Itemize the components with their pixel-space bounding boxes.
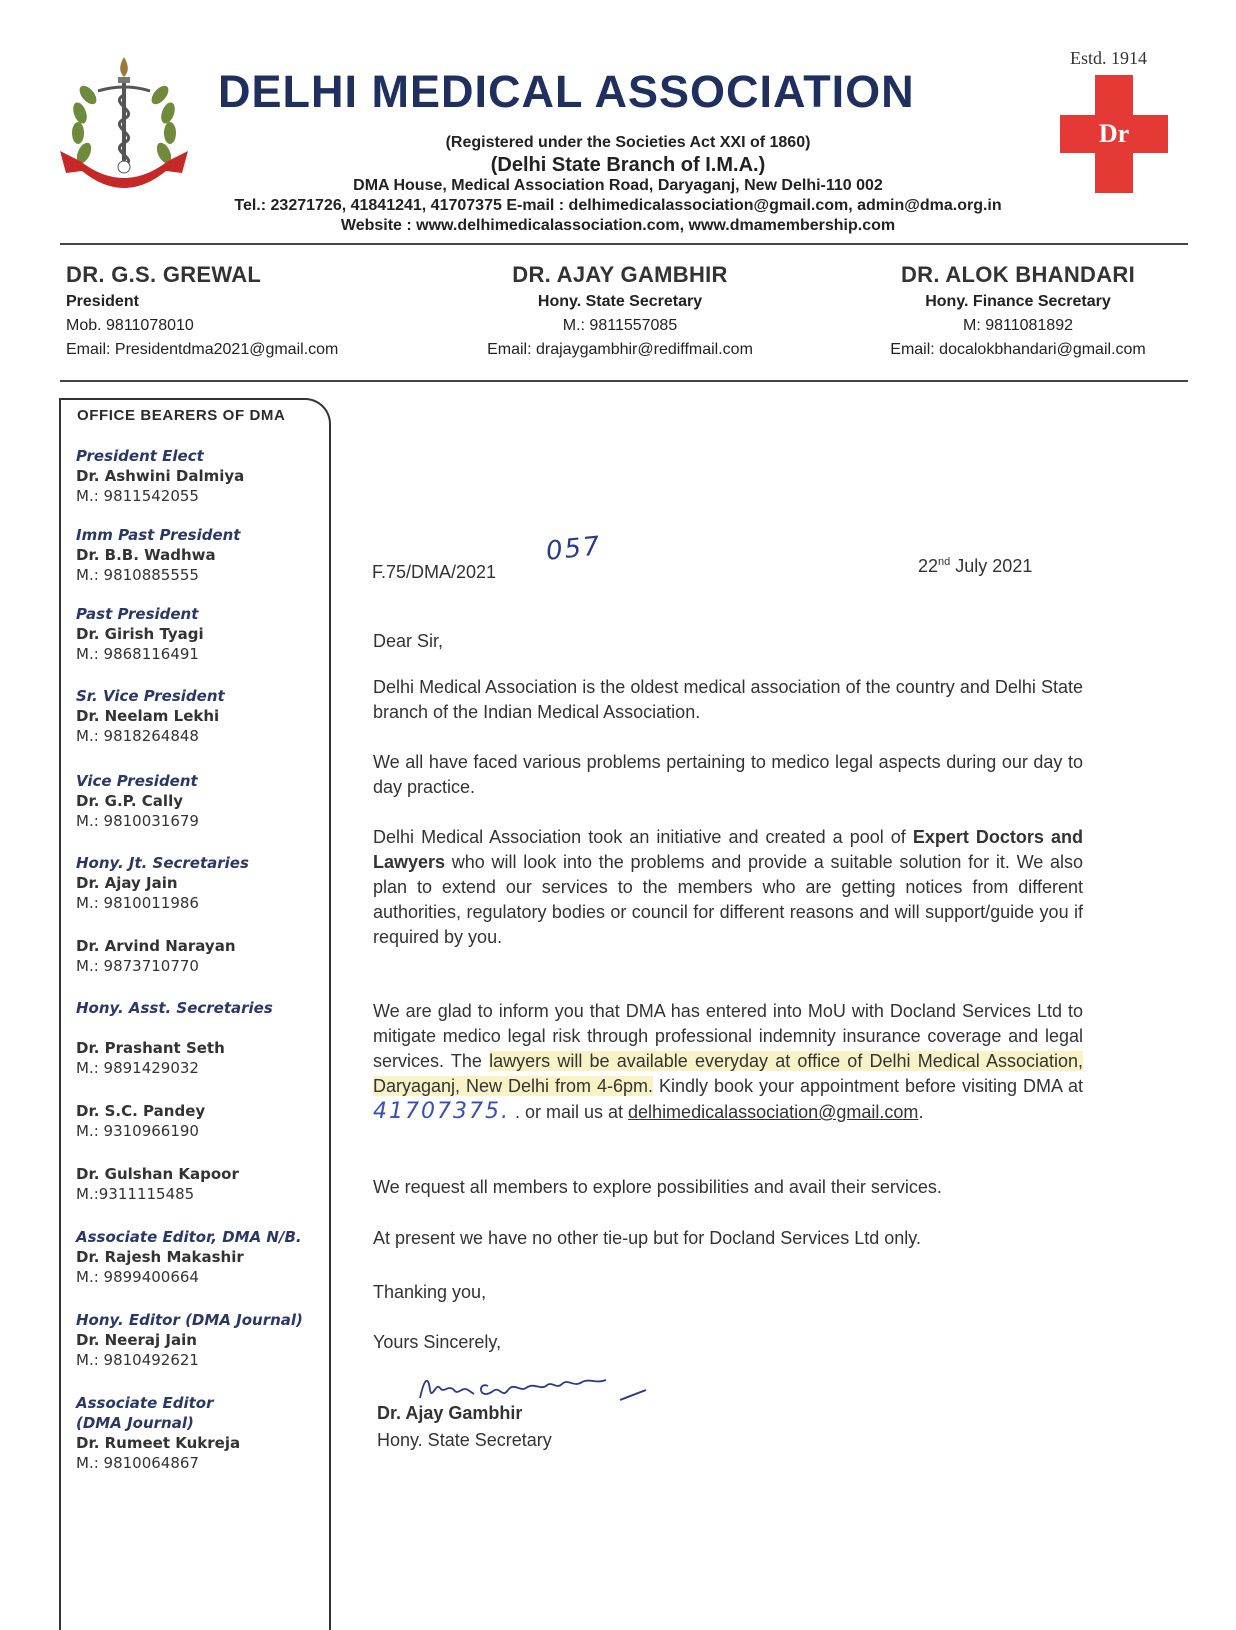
officer-role: President — [66, 293, 139, 310]
p3-text-b: who will look into the problems and provide a suitable solution for it. We also plan to extend our services to the members who are getting notices from different authorities, regulatory bodies or council for different reasons and will support/guide you if required by you. — [373, 852, 1083, 947]
letter-date — [918, 556, 1032, 577]
bearer-mobile: M.: 9811542055 — [76, 487, 199, 505]
p4-text-a: We are glad to inform you that DMA has entered into MoU with Docland Services Ltd to mitigate medico legal risk through professional indemnity insurance coverage and legal services. The — [373, 1001, 1083, 1071]
reference-number: F.75/DMA/2021 — [372, 562, 497, 582]
date-day: 22 — [918, 556, 939, 576]
bearer-entry — [76, 1101, 205, 1141]
office-bearers-title: OFFICE BEARERS OF DMA — [77, 407, 286, 424]
officer-state-secretary — [470, 260, 770, 362]
date-suffix: nd — [938, 556, 951, 568]
bearer-name: Dr. Gulshan Kapoor — [76, 1165, 239, 1183]
bearer-entry — [76, 936, 236, 976]
bearer-mobile: M.: 9818264848 — [76, 727, 199, 745]
contact-line: Tel.: 23271726, 41841241, 41707375 E-mail : delhimedicalassociation@gmail.com, admin@dma.org.in — [234, 197, 1002, 214]
bearer-entry — [76, 446, 244, 506]
bearer-name: Dr. S.C. Pandey — [76, 1102, 206, 1120]
bearer-name: Dr. Prashant Seth — [76, 1039, 225, 1057]
bearer-entry — [76, 853, 249, 913]
officer-email: Email: drajaygambhir@rediffmail.com — [487, 341, 753, 358]
bearer-name: Dr. Neelam Lekhi — [76, 707, 220, 725]
registration-line: (Registered under the Societies Act XXI of 1860) — [445, 134, 811, 151]
bearer-role: Hony. Asst. Secretaries — [76, 999, 273, 1017]
bearer-role: Hony. Editor (DMA Journal) — [76, 1311, 303, 1329]
handwritten-phone: 41707375. — [373, 1099, 510, 1124]
officer-finance-secretary — [868, 260, 1168, 362]
p3-bold: Expert Doctors and Lawyers — [373, 827, 1083, 872]
bearer-mobile: M.: 9891429032 — [76, 1059, 199, 1077]
bearer-role: Hony. Jt. Secretaries — [76, 854, 249, 872]
officer-role: Hony. State Secretary — [537, 293, 703, 310]
officers-divider — [60, 380, 1188, 382]
bearer-mobile: M.:9311115485 — [76, 1185, 195, 1203]
officer-name: DR. AJAY GAMBHIR — [512, 262, 728, 287]
bearer-entry — [76, 604, 204, 664]
bearer-name: Dr. Arvind Narayan — [76, 937, 236, 955]
paragraph-mou — [373, 999, 1083, 1125]
officer-president — [66, 260, 338, 362]
salutation: Dear Sir, — [373, 631, 444, 651]
p4-text-c: . or mail us at — [509, 1102, 629, 1122]
address-line: DMA House, Medical Association Road, Daryaganj, New Delhi-110 002 — [353, 177, 883, 194]
bearer-entry — [76, 998, 273, 1018]
date-rest: July 2021 — [950, 556, 1033, 576]
header-divider — [60, 243, 1188, 245]
p4-highlight: lawyers will be available everyday at office of Delhi Medical Association, Daryaganj, New Delhi from 4-6pm. — [373, 1051, 1083, 1096]
established-year: Estd. 1914 — [1070, 48, 1148, 68]
bearer-role-line2: (DMA Journal) — [76, 1414, 194, 1432]
bearer-role: Imm Past President — [76, 526, 241, 544]
bearer-name: Dr. Neeraj Jain — [76, 1331, 197, 1349]
website-line: Website : www.delhimedicalassociation.com, www.dmamembership.com — [340, 217, 896, 234]
officer-email: Email: Presidentdma2021@gmail.com — [66, 341, 339, 358]
handwritten-reference: 057 — [544, 531, 604, 567]
officer-mobile: M.: 9811557085 — [562, 317, 678, 334]
bearer-name: Dr. B.B. Wadhwa — [76, 546, 216, 564]
bearer-role: Associate Editor, DMA N/B. — [76, 1228, 302, 1246]
organization-title: DELHI MEDICAL ASSOCIATION — [218, 66, 915, 117]
bearer-name: Dr. G.P. Cally — [76, 792, 183, 810]
officer-email: Email: docalokbhandari@gmail.com — [890, 341, 1146, 358]
paragraph-tieup: At present we have no other tie-up but for Docland Services Ltd only. — [373, 1228, 921, 1248]
bearer-role: Past President — [76, 605, 199, 623]
bearer-mobile: M.: 9810031679 — [76, 812, 199, 830]
bearer-name: Dr. Ashwini Dalmiya — [76, 467, 245, 485]
bearer-name: Dr. Rumeet Kukreja — [76, 1434, 241, 1452]
bearer-role: Vice President — [76, 772, 198, 790]
p4-text-b: Kindly book your appointment before visiting DMA at — [653, 1076, 1083, 1096]
bearer-role: Sr. Vice President — [76, 687, 225, 705]
paragraph-problems: We all have faced various problems pertaining to medico legal aspects during our day to day practice. — [373, 752, 1083, 797]
thanks-line: Thanking you, — [373, 1282, 487, 1302]
paragraph-initiative — [373, 825, 1083, 950]
bearer-entry — [76, 1227, 302, 1287]
paragraph-request: We request all members to explore possibilities and avail their services. — [373, 1177, 942, 1197]
bearer-mobile: M.: 9810492621 — [76, 1351, 199, 1369]
bearer-entry — [76, 1164, 239, 1204]
paragraph-intro: Delhi Medical Association is the oldest medical association of the country and Delhi State branch of the Indian Medical Association. — [373, 677, 1083, 722]
bearer-mobile: M.: 9810885555 — [76, 566, 199, 584]
bearer-mobile: M.: 9810011986 — [76, 894, 199, 912]
closing-line: Yours Sincerely, — [373, 1332, 502, 1352]
bearer-entry — [76, 525, 240, 585]
officer-name: DR. G.S. GREWAL — [66, 262, 262, 287]
bearer-entry — [76, 771, 199, 831]
p3-text-a: Delhi Medical Association took an initiative and created a pool of — [373, 827, 913, 847]
p4-end: . — [918, 1102, 924, 1122]
bearer-role: Associate Editor — [76, 1394, 214, 1412]
bearer-mobile: M.: 9868116491 — [76, 645, 199, 663]
officer-name: DR. ALOK BHANDARI — [900, 262, 1136, 287]
signer-title: Hony. State Secretary — [377, 1430, 552, 1450]
officer-mobile: M: 9811081892 — [962, 317, 1073, 334]
officer-role: Hony. Finance Secretary — [925, 293, 1111, 310]
signer-name: Dr. Ajay Gambhir — [377, 1403, 523, 1423]
bearer-mobile: M.: 9810064867 — [76, 1454, 199, 1472]
bearer-name: Dr. Rajesh Makashir — [76, 1248, 244, 1266]
cross-text: Dr — [1098, 119, 1130, 148]
bearer-name: Dr. Girish Tyagi — [76, 625, 204, 643]
bearer-entry — [76, 1393, 240, 1473]
bearer-mobile: M.: 9310966190 — [76, 1122, 199, 1140]
email-link[interactable]: delhimedicalassociation@gmail.com — [628, 1102, 919, 1122]
bearer-entry — [76, 1310, 303, 1370]
bearer-mobile: M.: 9873710770 — [76, 957, 199, 975]
bearer-role: President Elect — [76, 447, 204, 465]
bearer-mobile: M.: 9899400664 — [76, 1268, 199, 1286]
branch-line: (Delhi State Branch of I.M.A.) — [490, 154, 766, 176]
bearer-name: Dr. Ajay Jain — [76, 874, 178, 892]
bearer-entry — [76, 686, 225, 746]
officer-mobile: Mob. 9811078010 — [66, 317, 194, 334]
bearer-entry — [76, 1038, 225, 1078]
